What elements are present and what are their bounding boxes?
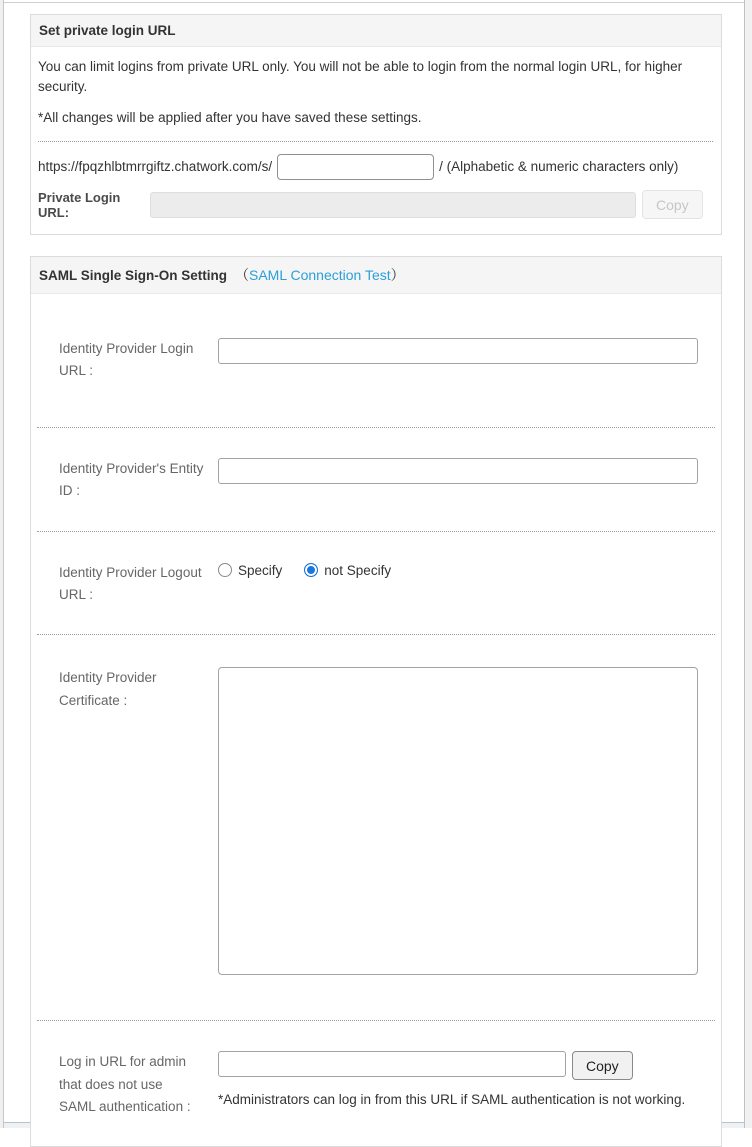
- idp-certificate-textarea[interactable]: [218, 667, 698, 975]
- idp-login-url-row: [31, 294, 721, 428]
- private-url-copy-button: Copy: [642, 190, 703, 219]
- private-login-url-label: Private Login URL:: [38, 189, 121, 220]
- saml-test-open-paren: （: [235, 266, 249, 283]
- idp-entity-id-row: [31, 428, 721, 531]
- saml-connection-test-link[interactable]: SAML Connection Test: [249, 266, 391, 283]
- saml-section-title: SAML Single Sign-On Setting: [39, 267, 227, 283]
- admin-url-copy-button[interactable]: Copy: [572, 1051, 633, 1080]
- private-login-url-field: [150, 192, 636, 218]
- divider: [38, 141, 713, 142]
- idp-logout-url-row: [31, 532, 721, 635]
- scrollbar-track[interactable]: [744, 0, 752, 1128]
- admin-login-url-row: [31, 1021, 721, 1146]
- logout-not-specify-radio[interactable]: [304, 563, 318, 577]
- logout-specify-option[interactable]: [218, 563, 282, 578]
- private-url-rule: / (Alphabetic & numeric characters only): [439, 159, 679, 175]
- window-top-border: [4, 2, 744, 3]
- private-url-prefix: https://fpqzhlbtmrrgiftz.chatwork.com/s/: [38, 159, 273, 175]
- logout-specify-label: Specify: [238, 562, 283, 578]
- settings-page: [30, 14, 722, 1147]
- idp-login-url-label: Identity Provider Login URL :: [59, 340, 194, 378]
- idp-certificate-row: [31, 635, 721, 1020]
- logout-not-specify-option[interactable]: [304, 563, 391, 578]
- idp-logout-url-label: Identity Provider Logout URL :: [59, 564, 202, 603]
- saml-test-close-paren: ）: [390, 266, 405, 283]
- logout-specify-radio[interactable]: [218, 563, 232, 577]
- idp-entity-id-label: Identity Provider's Entity ID :: [59, 461, 204, 499]
- admin-login-url-input[interactable]: [218, 1051, 566, 1077]
- idp-login-url-input[interactable]: [218, 338, 698, 364]
- private-login-section: [30, 14, 722, 235]
- admin-login-url-note: *Administrators can log in from this URL if SAML authentication is not working.: [218, 1092, 686, 1108]
- saml-section: [30, 256, 722, 1147]
- idp-entity-id-input[interactable]: [218, 458, 698, 484]
- private-login-description: You can limit logins from private URL only. You will not be able to login from the normal login URL, for higher security.: [38, 59, 683, 94]
- idp-certificate-label: Identity Provider Certificate :: [59, 670, 157, 708]
- private-login-section-title: Set private login URL: [31, 15, 721, 47]
- private-url-slug-input[interactable]: [277, 154, 434, 180]
- admin-login-url-label: Log in URL for admin that does not use SAML authentication :: [59, 1054, 191, 1114]
- private-login-save-note: *All changes will be applied after you have saved these settings.: [38, 110, 422, 126]
- window-left-border: [0, 0, 4, 1128]
- logout-not-specify-label: not Specify: [324, 562, 392, 578]
